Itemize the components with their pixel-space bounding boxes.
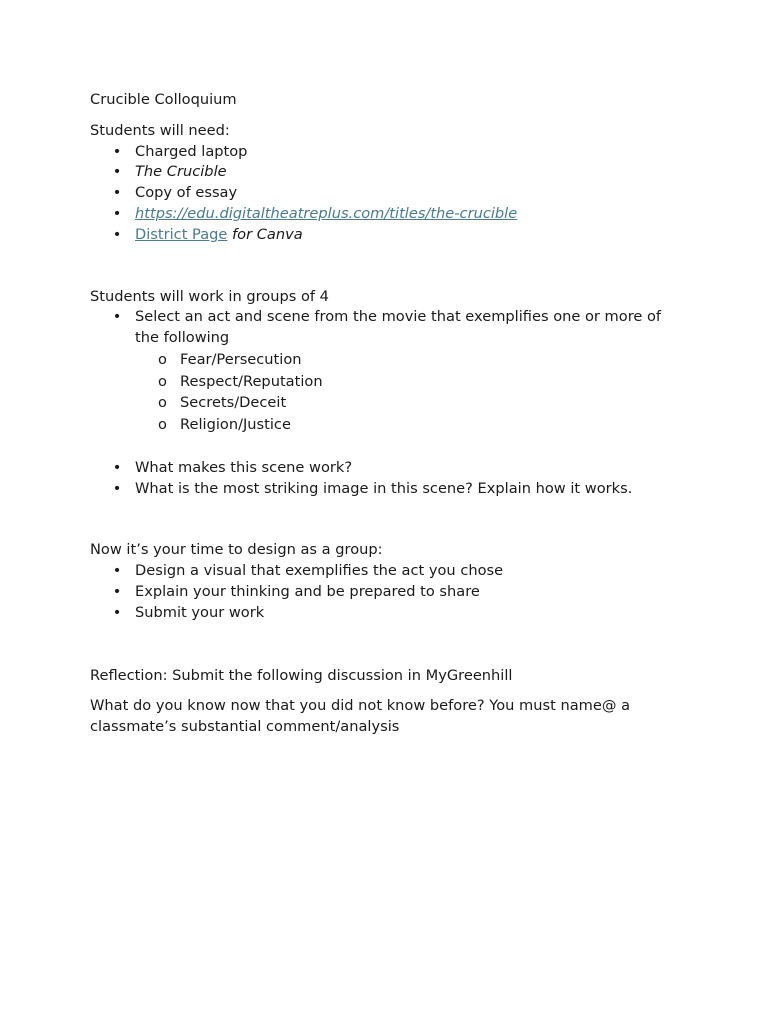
sub-bullet-icon: o [158,416,167,434]
list-item [90,392,690,414]
list-item [90,183,690,204]
design-step: Explain your thinking and be prepared to share [135,582,480,600]
list-item [90,603,690,624]
bullet-icon: • [112,479,122,497]
list-item [90,561,690,582]
bullet-icon: • [112,225,122,243]
list-item [90,414,690,436]
needs-item-book: The Crucible [135,163,227,181]
groups-heading: Students will work in groups of 4 [90,287,329,305]
sub-bullet-icon: o [158,350,167,368]
digital-theatre-link[interactable]: https://edu.digitaltheatreplus.com/titles/the-crucible [135,204,518,222]
needs-heading: Students will need: [90,121,230,139]
question-item: What is the most striking image in this scene? Explain how it works. [135,479,633,497]
bullet-icon: • [112,204,122,222]
theme-item: Fear/Persecution [180,350,302,368]
design-step: Design a visual that exemplifies the act you chose [135,562,504,580]
document-page [90,90,690,738]
reflection-heading: Reflection: Submit the following discussion in MyGreenhill [90,666,513,684]
list-item [90,371,690,393]
list-item [90,479,690,500]
themes-list [90,349,690,436]
bullet-icon: • [112,163,122,181]
theme-item: Respect/Reputation [180,372,323,390]
needs-item-laptop: Charged laptop [135,142,248,160]
theme-item: Religion/Justice [180,416,291,434]
groups-list [90,307,690,349]
bullet-icon: • [112,562,122,580]
bullet-icon: • [112,142,122,160]
needs-item-essay: Copy of essay [135,184,238,202]
list-item [90,349,690,371]
document-title: Crucible Colloquium [90,91,237,108]
needs-item-canva: for Canva [227,225,303,243]
design-step: Submit your work [135,603,265,621]
list-item [90,225,690,246]
design-heading: Now it’s your time to design as a group: [90,541,383,559]
groups-task: Select an act and scene from the movie that exemplifies one or more of the following [135,308,662,347]
district-page-link[interactable]: District Page [135,225,228,243]
bullet-icon: • [112,184,122,202]
bullet-icon: • [112,308,122,326]
theme-item: Secrets/Deceit [180,394,287,412]
bullet-icon: • [112,458,122,476]
design-list [90,561,690,623]
sub-bullet-icon: o [158,372,167,390]
list-item [90,204,690,225]
reflection-prompt: What do you know now that you did not know before? You must name@ a classmate’s substantial comment/analysis [90,697,631,736]
list-item [90,307,690,349]
list-item [90,142,690,163]
needs-list [90,142,690,246]
list-item [90,458,690,479]
list-item [90,582,690,603]
questions-list [90,458,690,500]
question-item: What makes this scene work? [135,458,353,476]
list-item [90,162,690,183]
bullet-icon: • [112,582,122,600]
sub-bullet-icon: o [158,394,167,412]
bullet-icon: • [112,603,122,621]
